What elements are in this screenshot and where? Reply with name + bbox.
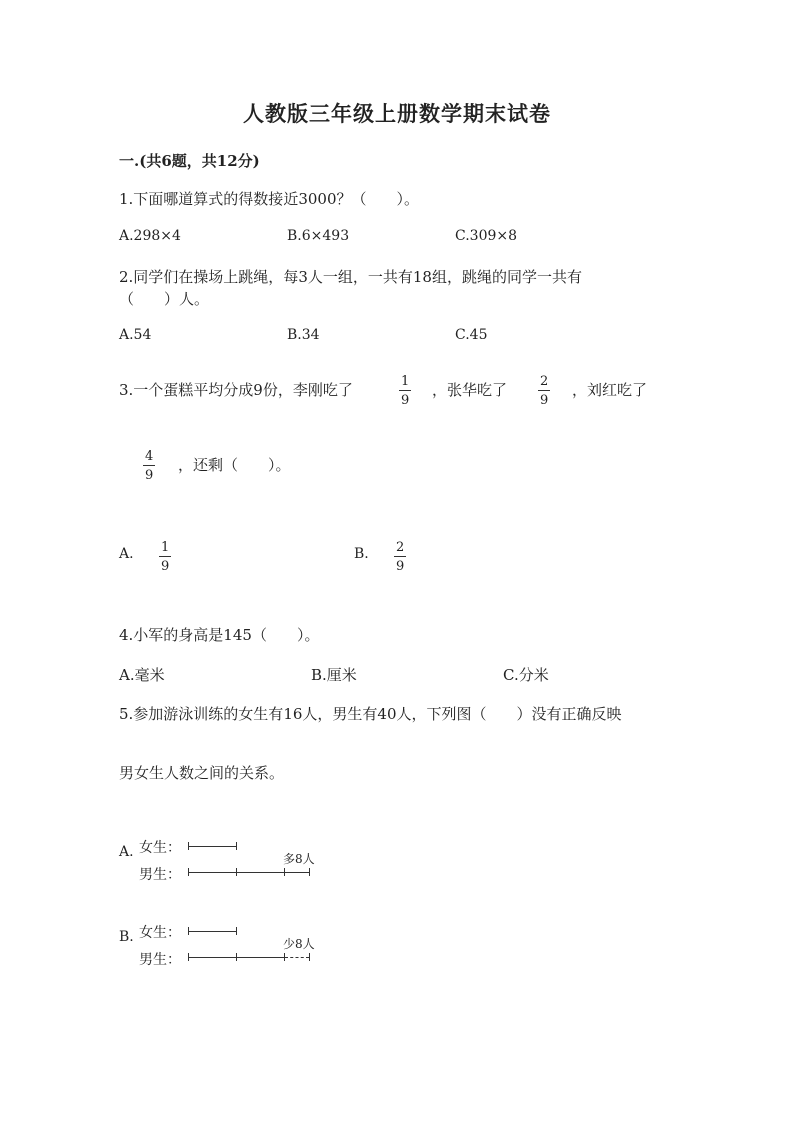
- fraction-denominator: 9: [401, 393, 410, 408]
- fraction-denominator: 9: [161, 559, 170, 574]
- page-title: 人教版三年级上册数学期末试卷: [243, 101, 551, 126]
- question-3-part4: ，还剩（ ）。: [178, 456, 291, 474]
- question-2-line2: （ ）人。: [119, 290, 210, 308]
- diagram-a-boys-label: 男生：: [139, 867, 181, 883]
- question-5-line2: 男女生人数之间的关系。: [119, 764, 285, 782]
- boys-bar: [188, 872, 309, 873]
- boys-tick-2: [284, 868, 285, 876]
- boys-tick-1: [236, 953, 237, 961]
- boys-tick-3: [309, 868, 310, 876]
- q1-option-c[interactable]: C.309×8: [455, 228, 518, 244]
- q3-option-b-label[interactable]: B.: [354, 546, 369, 562]
- boys-tick-1: [236, 868, 237, 876]
- diagram-b-label: B.: [119, 929, 134, 945]
- fraction-denominator: 9: [396, 559, 405, 574]
- q2-option-a[interactable]: A.54: [119, 327, 152, 343]
- boys-dashed-extension: [285, 957, 309, 958]
- girls-tick-end: [236, 927, 237, 935]
- q3-fraction-3: [143, 450, 155, 482]
- diagram-b-girls-label: 女生：: [139, 925, 181, 941]
- diagram-a-label: A.: [119, 844, 134, 860]
- q3-option-a-fraction[interactable]: [159, 541, 171, 573]
- question-4: 4.小军的身高是145（ ）。: [119, 626, 320, 644]
- girls-bar: [188, 846, 236, 847]
- question-3-part1: 3.一个蛋糕平均分成9份，李刚吃了: [119, 381, 353, 399]
- question-2-line1: 2.同学们在操场上跳绳，每3人一组，一共有18组，跳绳的同学一共有: [119, 268, 582, 286]
- q3-option-b-fraction[interactable]: [394, 541, 406, 573]
- q4-option-c[interactable]: C.分米: [503, 666, 549, 684]
- diagram-b-note: 少8人: [283, 937, 315, 951]
- boys-tick-3: [309, 953, 310, 961]
- fraction-numerator: 4: [145, 449, 154, 464]
- q2-option-b[interactable]: B.34: [287, 327, 320, 343]
- question-3-part2: ，张华吃了: [432, 381, 508, 399]
- fraction-denominator: 9: [540, 393, 549, 408]
- section-heading: 一.(共6题，共12分): [119, 152, 260, 170]
- q4-option-a[interactable]: A.毫米: [119, 666, 165, 684]
- q4-option-b[interactable]: B.厘米: [311, 666, 357, 684]
- q1-option-a[interactable]: A.298×4: [119, 228, 181, 244]
- q3-option-a-label[interactable]: A.: [119, 546, 134, 562]
- diagram-a-note: 多8人: [283, 852, 315, 866]
- q3-fraction-1: [399, 375, 411, 407]
- fraction-numerator: 1: [161, 540, 170, 555]
- q1-option-b[interactable]: B.6×493: [287, 228, 350, 244]
- girls-bar: [188, 931, 236, 932]
- q3-fraction-2: [538, 375, 550, 407]
- q2-option-c[interactable]: C.45: [455, 327, 488, 343]
- girls-tick-end: [236, 842, 237, 850]
- question-3-part3: ，刘红吃了: [572, 381, 648, 399]
- fraction-denominator: 9: [145, 468, 154, 483]
- diagram-b-boys-label: 男生：: [139, 952, 181, 968]
- question-1: 1.下面哪道算式的得数接近3000？（ ）。: [119, 190, 419, 208]
- fraction-numerator: 1: [401, 374, 410, 389]
- fraction-numerator: 2: [396, 540, 405, 555]
- fraction-numerator: 2: [540, 374, 549, 389]
- diagram-a-girls-label: 女生：: [139, 840, 181, 856]
- question-5-line1: 5.参加游泳训练的女生有16人，男生有40人，下列图（ ）没有正确反映: [119, 705, 622, 723]
